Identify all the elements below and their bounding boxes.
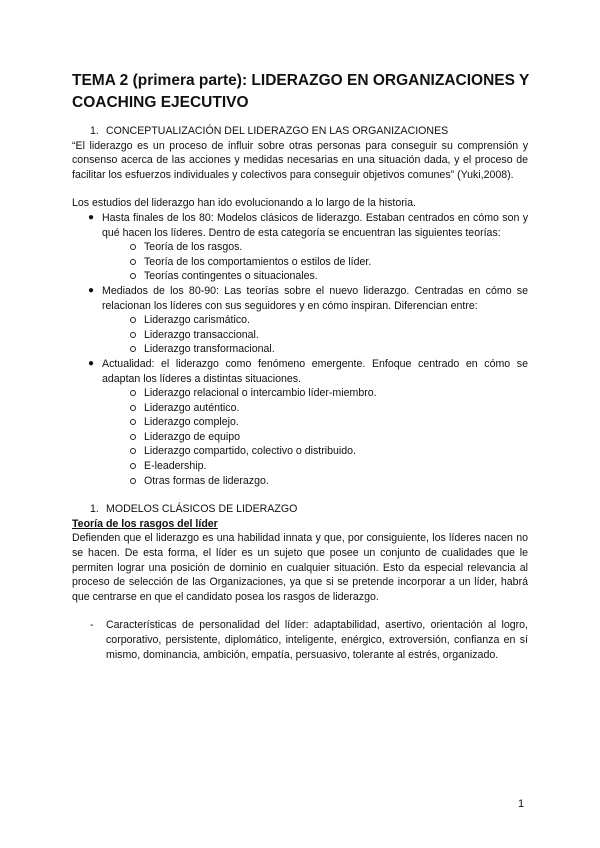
sublist-item-text: Liderazgo transformacional. [144,343,275,356]
document-title: TEMA 2 (primera parte): LIDERAZGO EN ORGANIZACIONES Y COACHING EJECUTIVO [72,72,530,111]
sublist-item [102,459,528,474]
sublist-item [102,240,528,255]
subheading-teoria-rasgos: Teoría de los rasgos del líder [72,517,218,530]
sublist-item [102,401,528,416]
section-heading-modelos-clasicos [72,502,528,517]
sublist-item [102,313,528,328]
section-heading-text: CONCEPTUALIZACIÓN DEL LIDERAZGO EN LAS ORGANIZACIONES [106,125,449,137]
sublist-item [102,474,528,489]
circle-bullet-icon [130,390,136,396]
evolution-list [72,211,528,488]
list-item-text: Hasta finales de los 80: Modelos clásicos de liderazgo. Estaban centrados en cómo son y qué hacen los líderes. Dentro de esta categoría se encuentran las siguientes teorías: [102,211,528,239]
sublist-item [102,269,528,284]
intro-paragraph: Los estudios del liderazgo han ido evolucionando a lo largo de la historia. [72,197,416,210]
sublist-item [102,430,528,445]
sublist-item-text: Teoría de los rasgos. [144,241,243,254]
sublist-item [102,342,528,357]
bullet-icon: ● [88,284,95,296]
circle-bullet-icon [130,478,136,484]
circle-bullet-icon [130,273,136,279]
dash-bullet-icon: - [90,619,94,632]
circle-bullet-icon [130,317,136,323]
list-item [72,284,528,357]
sublist-item-text: Teoría de los comportamientos o estilos de líder. [144,255,372,268]
sublist-item-text: Teorías contingentes o situacionales. [144,270,318,283]
circle-bullet-icon [130,259,136,265]
sublist-item [102,328,528,343]
sublist [102,240,528,284]
sublist-item-text: Otras formas de liderazgo. [144,474,269,487]
circle-bullet-icon [130,332,136,338]
definition-quote: “El liderazgo es un proceso de influir sobre otras personas para conseguir su comprensión y consenso acerca de las acciones y medidas necesarias en una situación dada, y el proceso de facilitar los esfuerzos individuales y colectivos para conseguir objetivos comunes” (Yuki,2008). [72,139,528,181]
circle-bullet-icon [130,419,136,425]
circle-bullet-icon [130,405,136,411]
sublist-item-text: Liderazgo auténtico. [144,401,240,414]
list-item [72,211,528,284]
bullet-icon: ● [88,357,95,369]
sublist-item-text: E-leadership. [144,460,207,473]
list-item-text: Actualidad: el liderazgo como fenómeno emergente. Enfoque centrado en cómo se adaptan los líderes a distintas situaciones. [102,357,528,385]
bullet-icon: ● [88,211,95,223]
list-item-text: Mediados de los 80-90: Las teorías sobre el nuevo liderazgo. Centradas en cómo se relacionan los líderes con sus seguidores y en cómo inspiran. Diferencian entre: [102,284,528,312]
section-heading-conceptualizacion [72,124,528,139]
document-body [72,124,528,662]
sublist-item [102,386,528,401]
circle-bullet-icon [130,346,136,352]
characteristics-list [72,618,528,662]
circle-bullet-icon [130,244,136,250]
sublist-item [102,255,528,270]
sublist-item-text: Liderazgo carismático. [144,314,250,327]
sublist-item-text: Liderazgo complejo. [144,416,239,429]
list-item-text: Características de personalidad del líder: adaptabilidad, asertivo, orientación al logro, corporativo, persistente, diplomático, inteligente, enérgico, extroversión, confianza en sí mismo, dominancia, ambición, empatía, persuasivo, tolerante al estrés, organizado. [106,619,528,661]
sublist [102,386,528,488]
rasgos-paragraph: Defienden que el liderazgo es una habilidad innata y que, por consiguiente, los líderes nacen no se hacen. De esta forma, el líder es un sujeto que posee un conjunto de cualidades que le permiten lograr una posición de dominio en cualquier situación. Esto da especial relevancia al proceso de selección de las Organizaciones, ya que si se pretende incorporar a un líder, habrá que centrarse en que el candidato posea los rasgos de liderazgo. [72,532,528,603]
page-number: 1 [518,798,525,810]
circle-bullet-icon [130,448,136,454]
sublist-item-text: Liderazgo compartido, colectivo o distribuido. [144,445,356,458]
sublist [102,313,528,357]
sublist-item-text: Liderazgo relacional o intercambio líder-miembro. [144,387,377,400]
list-item [72,618,528,662]
sublist-item-text: Liderazgo transaccional. [144,328,259,341]
sublist-item-text: Liderazgo de equipo [144,430,241,443]
sublist-item [102,415,528,430]
sublist-item [102,444,528,459]
circle-bullet-icon [130,434,136,440]
list-item [72,357,528,488]
section-number: 1. [90,125,99,137]
section-number: 1. [90,503,99,516]
circle-bullet-icon [130,463,136,469]
section-heading-text: MODELOS CLÁSICOS DE LIDERAZGO [106,503,298,516]
